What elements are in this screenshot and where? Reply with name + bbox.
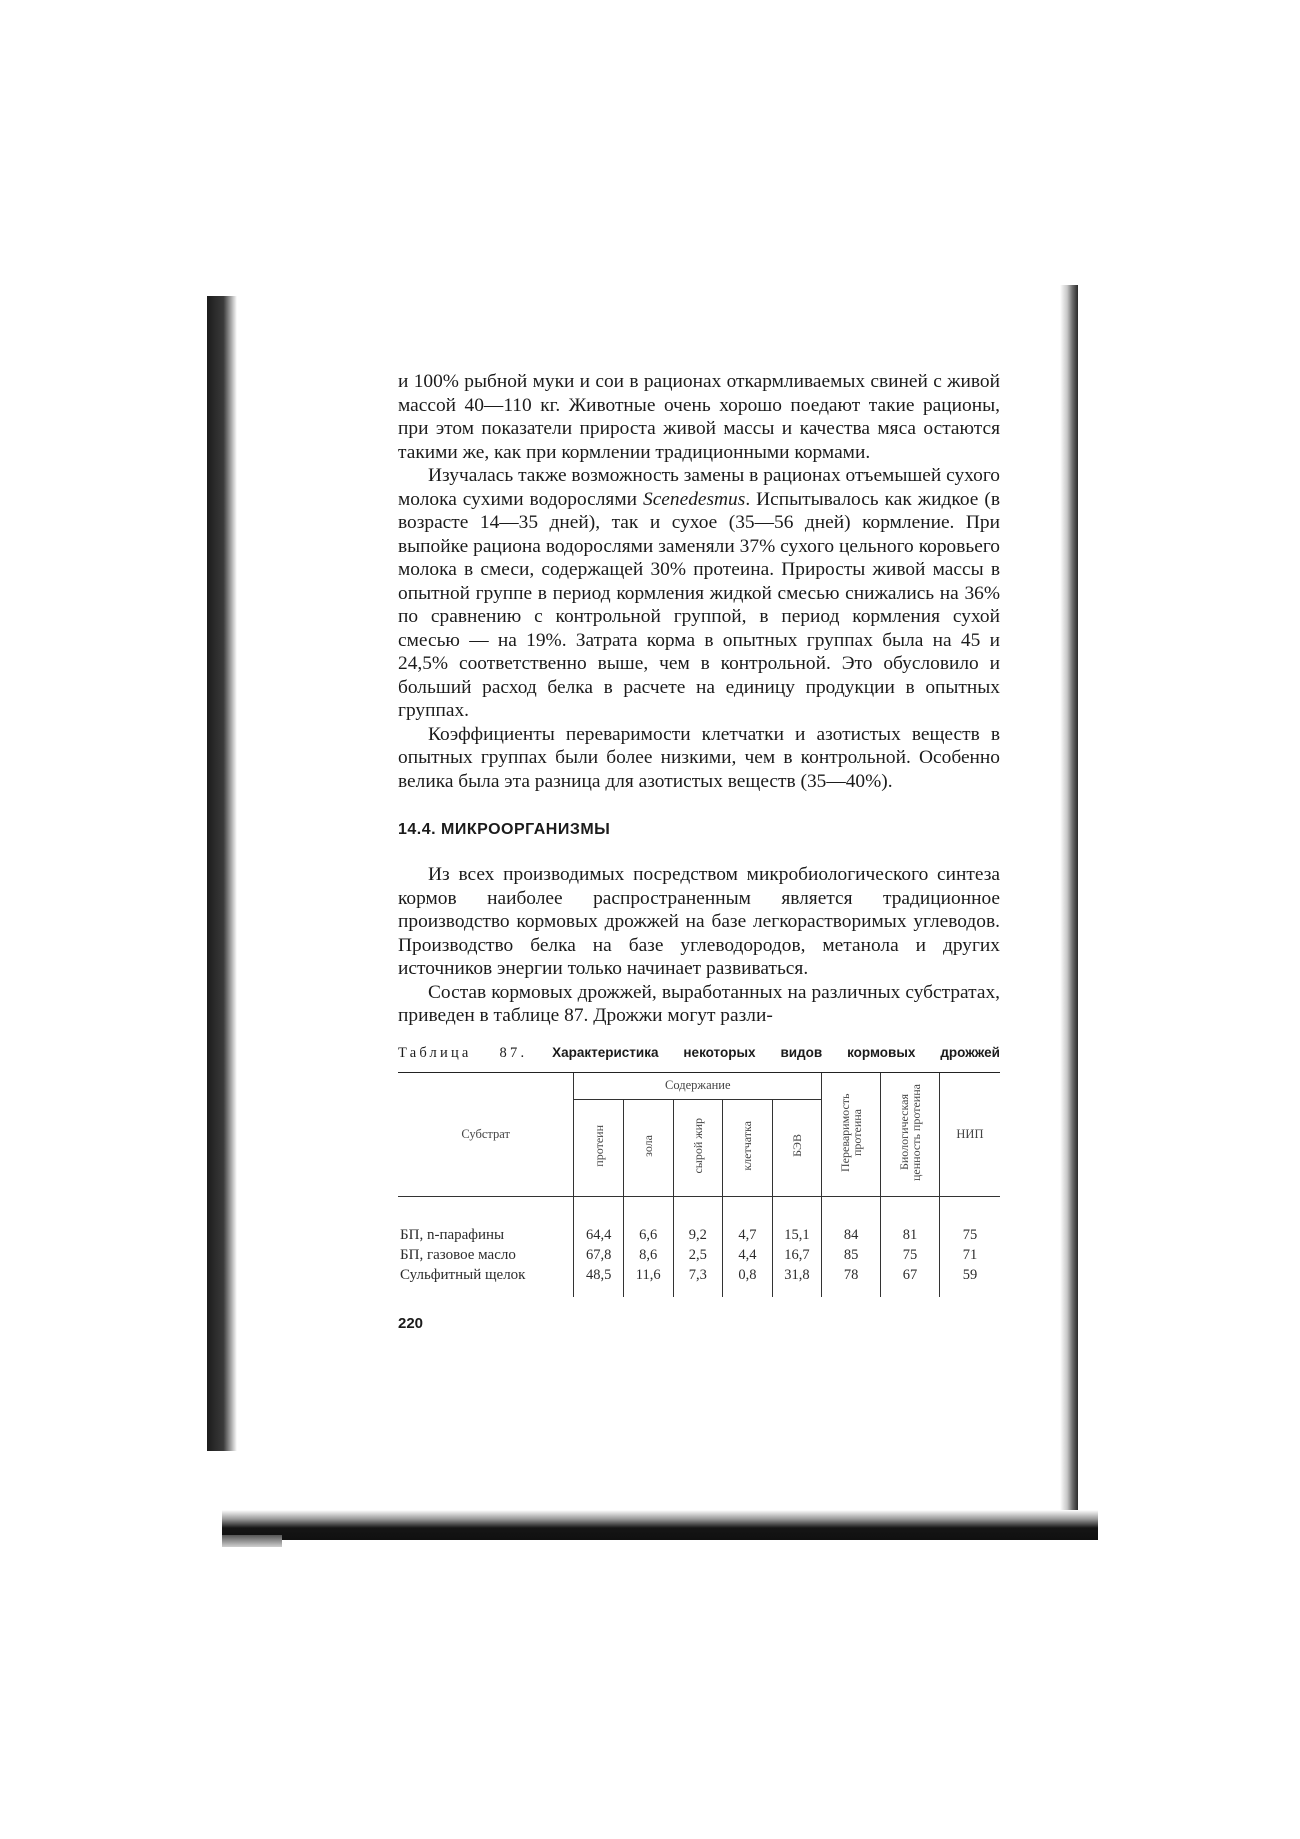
header-digestibility	[822, 1072, 881, 1196]
header-bev-text: БЭВ	[789, 1134, 804, 1157]
header-protein	[574, 1099, 624, 1196]
cell-nip: 75	[939, 1196, 1000, 1245]
cell-bev: 16,7	[772, 1245, 822, 1265]
book-page	[398, 370, 1000, 1332]
cell-fiber: 0,8	[723, 1265, 773, 1297]
header-fiber-text: клетчатка	[740, 1120, 755, 1171]
header-bev	[772, 1099, 822, 1196]
cell-digestibility: 84	[822, 1196, 881, 1245]
cell-nip: 59	[939, 1265, 1000, 1297]
header-ash	[623, 1099, 673, 1196]
cell-fat: 9,2	[673, 1196, 723, 1245]
header-bio-value-text: Биологическая ценность протеина	[896, 1083, 923, 1181]
table-row	[398, 1265, 1000, 1297]
cell-fiber: 4,7	[723, 1196, 773, 1245]
cell-bio-value: 81	[881, 1196, 940, 1245]
cell-nip: 71	[939, 1245, 1000, 1265]
paragraph-2-text: Изучалась также возможность замены в рационах отъемышей сухого молока сухими водорослями Scenedesmus. Испытывалось как жидкое (в возрасте 14—35 дней), так и сухое (35—56 дней) кормление. При выпойке рациона водорослями заменяли 37% сухого цельного коровьего молока в смеси, содержащей 30% протеина. Приросты живой массы в опытной группе в период кормления жидкой смесью снижались на 36% по сравнению с контрольной группой, в период кормления сухой смесью — на 19%. Затрата корма в опытных группах была на 45 и 24,5% соответственно выше, чем в контрольной. Это обусловило и больший расход белка в расчете на единицу продукции в опытных группах.	[398, 465, 1000, 721]
header-substrate: Субстрат	[398, 1072, 574, 1196]
header-protein-text: протеин	[591, 1124, 606, 1167]
header-digestibility-text: Переваримость протеина	[838, 1092, 865, 1172]
table-caption-label: Таблица 87.	[398, 1044, 528, 1061]
header-content-group: Содержание	[574, 1072, 822, 1099]
paragraph-2	[398, 464, 1000, 723]
table-caption	[398, 1045, 1000, 1062]
cell-fat: 2,5	[673, 1245, 723, 1265]
body-text-block-1	[398, 370, 1000, 793]
cell-bev: 15,1	[772, 1196, 822, 1245]
page-number: 220	[398, 1314, 424, 1332]
header-fat	[673, 1099, 723, 1196]
cell-substrate: Сульфитный щелок	[400, 1266, 526, 1283]
header-bio-value	[881, 1072, 940, 1196]
cell-digestibility: 85	[822, 1245, 881, 1265]
paragraph-5: Состав кормовых дрожжей, выработанных на различных субстратах, приведен в таблице 87. Дрожжи могут разли-	[398, 981, 1000, 1026]
yeast-table	[398, 1072, 1000, 1297]
cell-bio-value: 75	[881, 1245, 940, 1265]
scan-shadow-left	[207, 296, 237, 1451]
cell-protein: 67,8	[574, 1245, 624, 1265]
section-heading: 14.4. МИКРООРГАНИЗМЫ	[398, 821, 611, 838]
table-row	[398, 1245, 1000, 1265]
cell-ash: 11,6	[623, 1265, 673, 1297]
scan-shadow-right	[1060, 285, 1078, 1535]
cell-fat: 7,3	[673, 1265, 723, 1297]
cell-substrate: БП, газовое масло	[400, 1246, 516, 1263]
body-text-block-2	[398, 863, 1000, 1028]
cell-bev: 31,8	[772, 1265, 822, 1297]
header-fat-text: сырой жир	[690, 1117, 705, 1174]
header-ash-text: зола	[641, 1134, 656, 1157]
cell-protein: 48,5	[574, 1265, 624, 1297]
header-nip: НИП	[939, 1072, 1000, 1196]
header-fiber	[723, 1099, 773, 1196]
table-row	[398, 1196, 1000, 1245]
cell-digestibility: 78	[822, 1265, 881, 1297]
paragraph-4: Из всех производимых посредством микробиологического синтеза кормов наиболее распространенным является традиционное производство кормовых дрожжей на базе легкорастворимых углеводов. Производство белка на базе углеводородов, метанола и других источников энергии только начинает развиваться.	[398, 864, 1000, 979]
cell-fiber: 4,4	[723, 1245, 773, 1265]
scan-shadow-corner	[222, 1535, 282, 1547]
paragraph-3: Коэффициенты переваримости клетчатки и азотистых веществ в опытных группах были более низкими, чем в контрольной. Особенно велика была эта разница для азотистых веществ (35—40%).	[398, 723, 1000, 792]
cell-ash: 6,6	[623, 1196, 673, 1245]
species-name: Scenedesmus	[643, 488, 746, 510]
table-caption-title: Характеристика некоторых видов кормовых дрожжей	[552, 1044, 1000, 1060]
paragraph-1: и 100% рыбной муки и сои в рационах откармливаемых свиней с живой массой 40—110 кг. Животные очень хорошо поедают такие рационы, при этом показатели прироста живой массы и качества мяса остаются такими же, как при кормлении традиционными кормами.	[398, 371, 1000, 463]
cell-bio-value: 67	[881, 1265, 940, 1297]
cell-ash: 8,6	[623, 1245, 673, 1265]
cell-protein: 64,4	[574, 1196, 624, 1245]
scan-shadow-bottom	[222, 1510, 1098, 1540]
cell-substrate: БП, n-парафины	[400, 1226, 505, 1243]
